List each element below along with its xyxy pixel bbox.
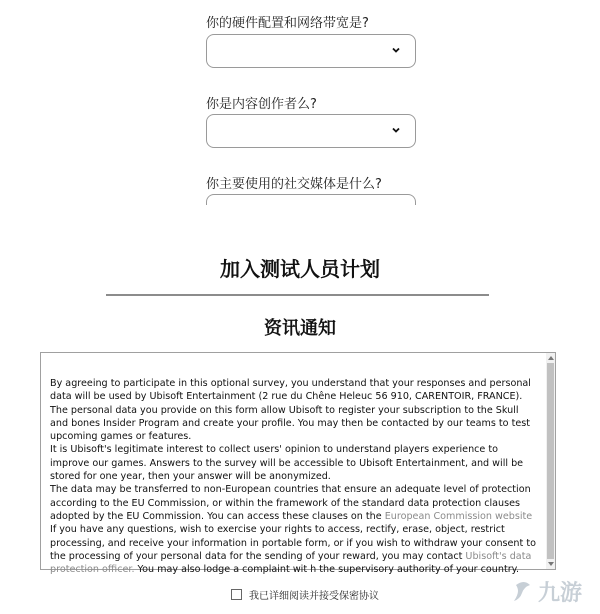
watermark-text: 九游 <box>538 580 583 606</box>
divider <box>106 294 489 296</box>
scroll-down-icon[interactable] <box>548 562 554 566</box>
notice-text-span: You may also lodge a complaint wit h the supervisory authority of your country. <box>134 564 520 576</box>
notice-paragraph <box>50 483 538 523</box>
social-media-select[interactable] <box>206 194 416 205</box>
notice-paragraph <box>50 523 538 576</box>
question-hardware-label: 你的硬件配置和网络带宽是? <box>206 16 369 31</box>
privacy-notice-text <box>50 377 538 576</box>
notice-paragraph: It is Ubisoft's legitimate interest to collect users' opinion to understand players experience to improve our games. Answers to the survey will be accessible to Ubisoft Entertainment, and will be stored for one year, then your answer will be anonymized. <box>50 444 524 483</box>
notice-text-span: The data may be transferred to non-European countries that ensure an adequate level of protection according to the EU Commission, or within the framework of the standard data protection clauses adopted by the EU Commission. You can access these clauses on the <box>50 484 531 522</box>
consent-label: 我已详细阅读并接受保密协议 <box>249 590 379 602</box>
scroll-up-icon[interactable] <box>548 356 554 360</box>
notice-paragraph: By agreeing to participate in this optional survey, you understand that your responses and personal data will be used by Ubisoft Entertainment (2 rue du Chêne Heleuc 56 910, CARENTOIR, FRANCE). The personal data you provide on this form allow Ubisoft to register your subscription to the Skull and bones Insider Program and create your profile. You may then be contacted by our teams to test upcoming games or features. <box>50 378 531 443</box>
scroll-thumb[interactable] <box>547 363 554 559</box>
hardware-select[interactable] <box>206 34 416 68</box>
notice-scrollbar[interactable] <box>546 353 555 569</box>
consent-checkbox[interactable] <box>231 589 242 600</box>
european-commission-link[interactable]: European Commission website <box>384 510 533 522</box>
creator-select[interactable] <box>206 114 416 148</box>
chevron-down-icon <box>391 45 401 55</box>
cutoff-mask <box>0 205 600 233</box>
watermark-logo <box>512 572 600 610</box>
privacy-notice-box[interactable] <box>40 352 556 576</box>
dpo-link[interactable]: Ubisoft's data protection officer. <box>50 550 532 576</box>
question-creator-label: 你是内容创作者么? <box>206 97 317 112</box>
notice-title: 资讯通知 <box>264 318 336 339</box>
swirl-logo-icon <box>512 579 534 603</box>
question-social-media-label: 你主要使用的社交媒体是什么? <box>206 177 382 192</box>
program-title: 加入测试人员计划 <box>220 257 380 281</box>
notice-text-span: If you have any questions, wish to exercise your rights to access, rectify, erase, object, restrict processing, and receive your information in portable form, or if you wish to withdraw your consent to the processing of your personal data for the sending of your reward, you may contact <box>50 524 536 562</box>
consent-row[interactable] <box>231 586 379 602</box>
chevron-down-icon <box>391 125 401 135</box>
